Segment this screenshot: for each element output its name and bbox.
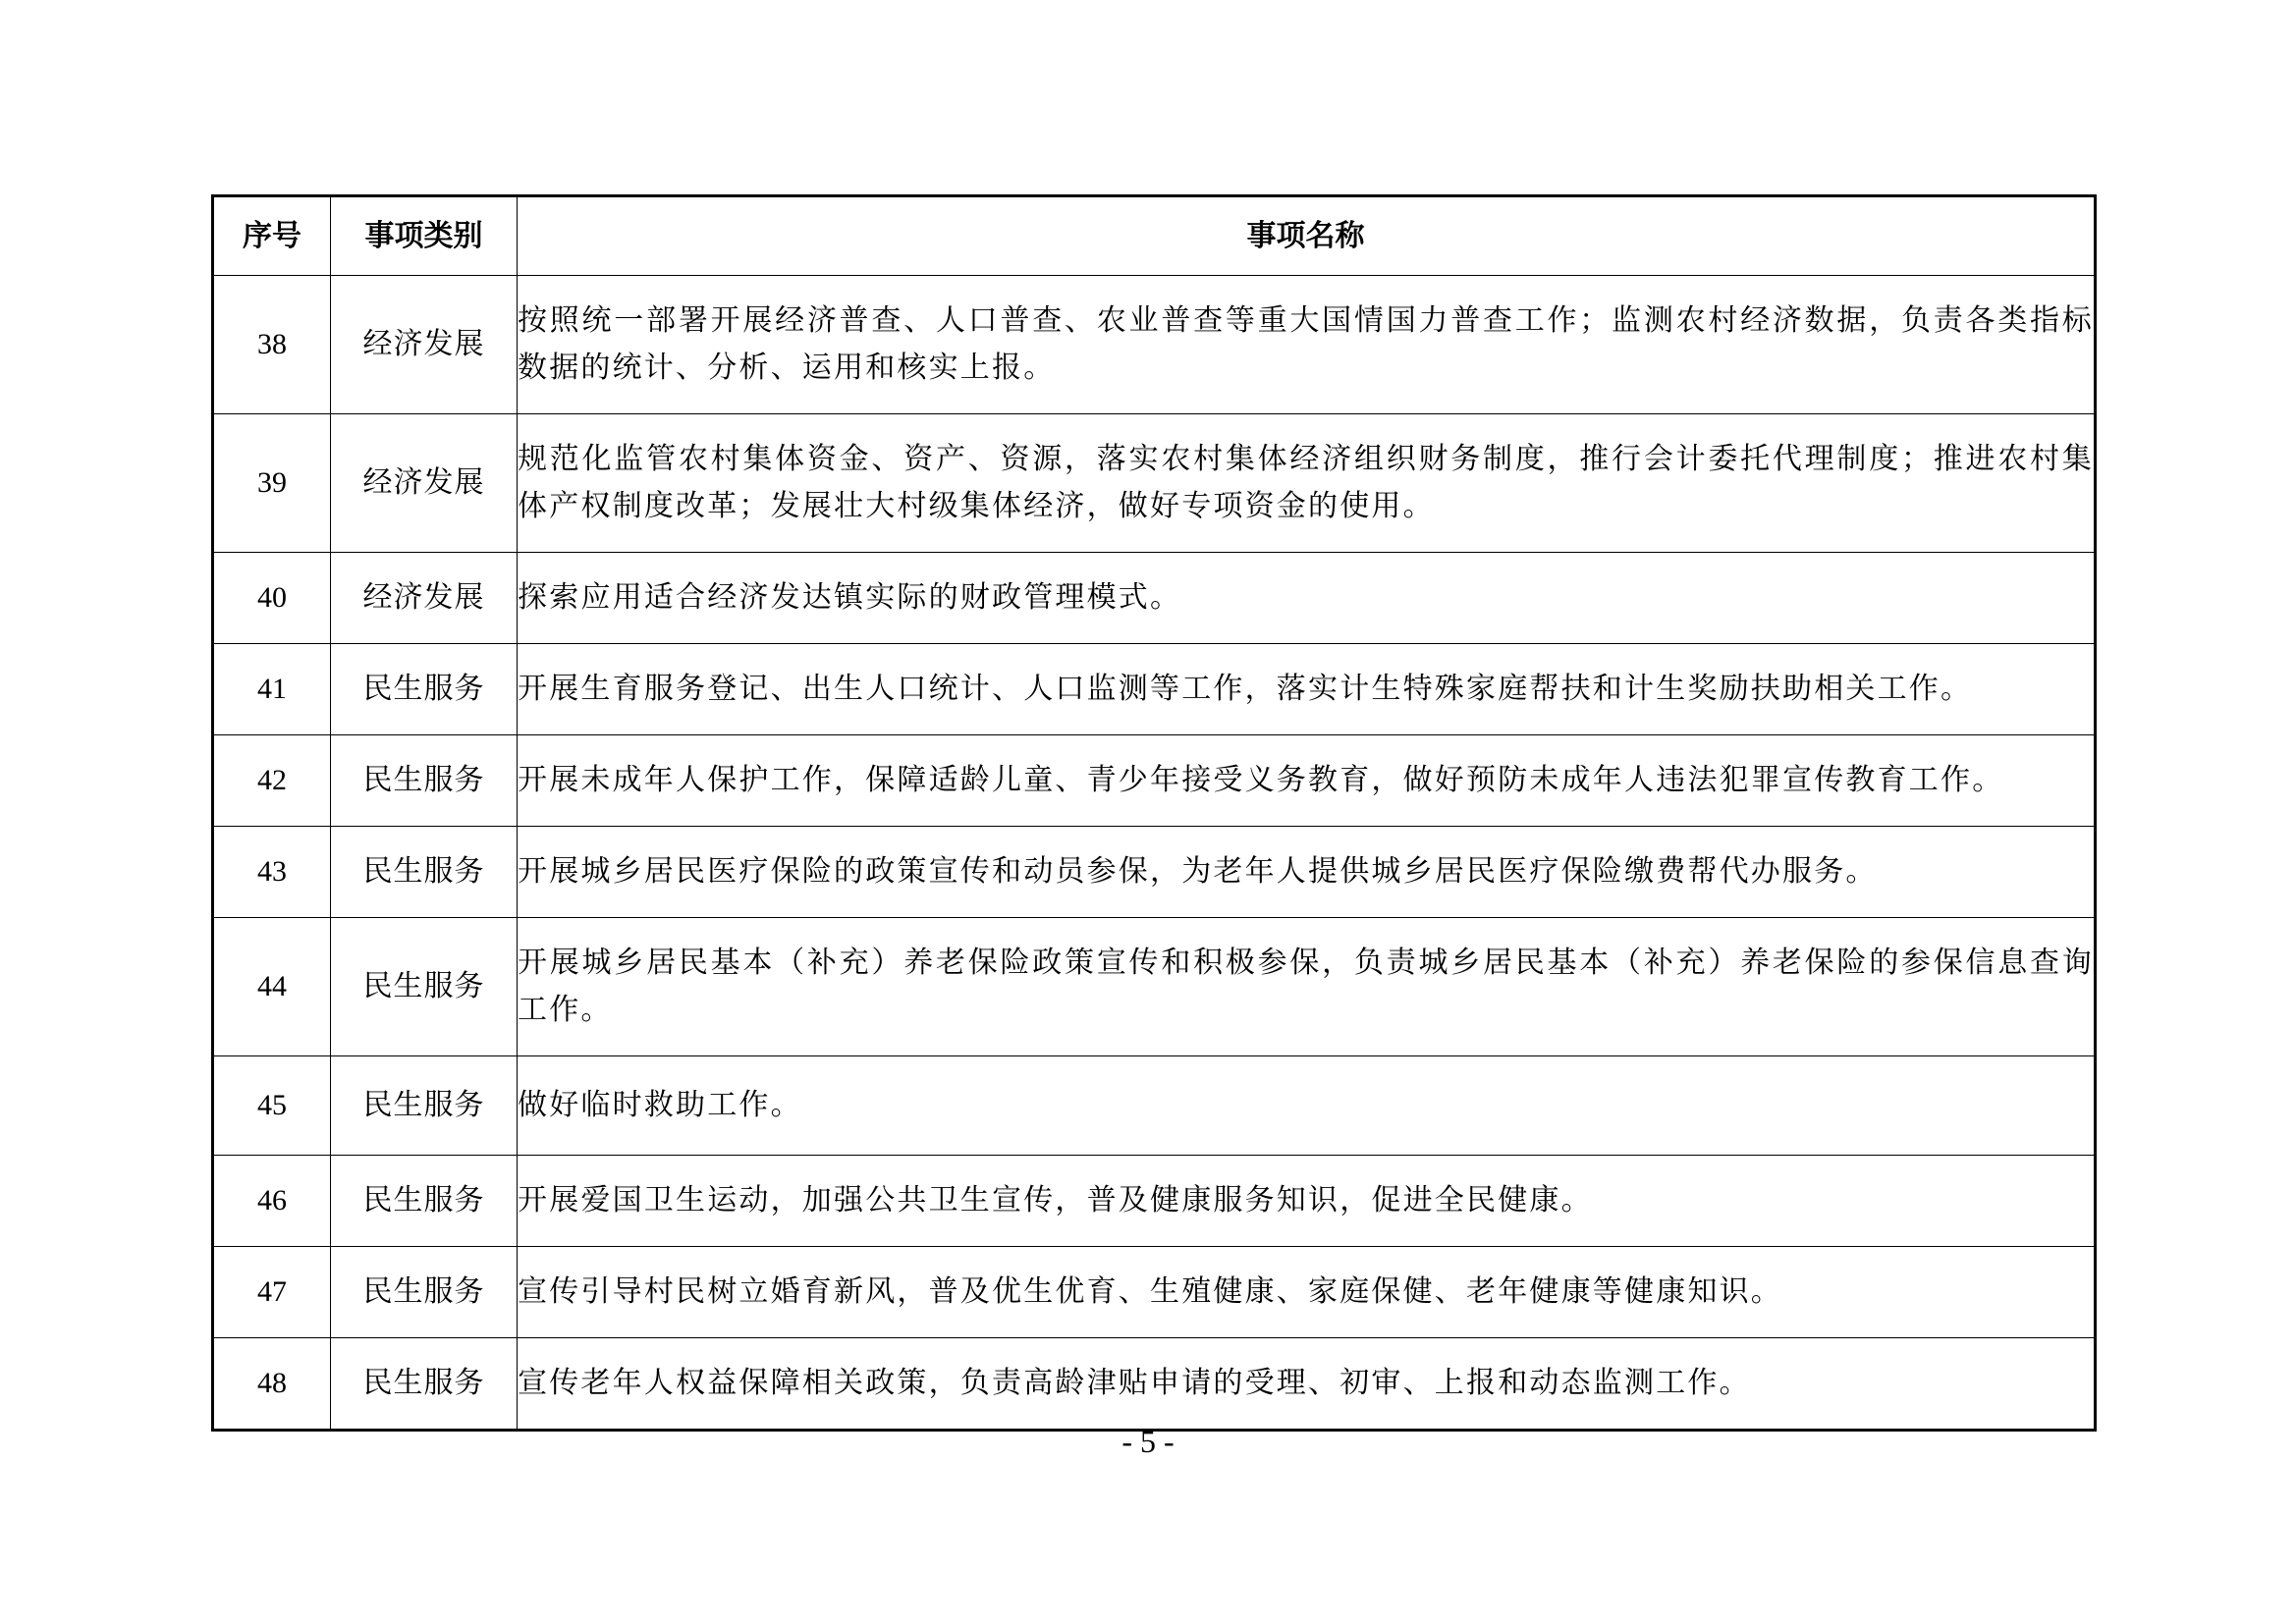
- row-name: 开展城乡居民医疗保险的政策宣传和动员参保，为老年人提供城乡居民医疗保险缴费帮代办服务。: [518, 827, 2096, 918]
- row-name: 探索应用适合经济发达镇实际的财政管理模式。: [518, 553, 2096, 644]
- row-no: 40: [213, 553, 331, 644]
- row-name: 开展未成年人保护工作，保障适龄儿童、青少年接受义务教育，做好预防未成年人违法犯罪宣传教育工作。: [518, 735, 2096, 827]
- row-category: 民生服务: [331, 1156, 518, 1247]
- row-name: 按照统一部署开展经济普查、人口普查、农业普查等重大国情国力普查工作；监测农村经济数据，负责各类指标数据的统计、分析、运用和核实上报。: [518, 276, 2096, 414]
- row-no: 41: [213, 644, 331, 735]
- table-row: [213, 1338, 2096, 1431]
- table-row: [213, 553, 2096, 644]
- table-row: [213, 735, 2096, 827]
- row-name: 宣传引导村民树立婚育新风，普及优生优育、生殖健康、家庭保健、老年健康等健康知识。: [518, 1247, 2096, 1338]
- table-row: [213, 276, 2096, 414]
- table-row: [213, 644, 2096, 735]
- header-category: 事项类别: [331, 196, 518, 276]
- header-name: 事项名称: [518, 196, 2096, 276]
- row-no: 46: [213, 1156, 331, 1247]
- row-name: 开展爱国卫生运动，加强公共卫生宣传，普及健康服务知识，促进全民健康。: [518, 1156, 2096, 1247]
- row-no: 39: [213, 414, 331, 553]
- table-row: [213, 414, 2096, 553]
- table-row: [213, 827, 2096, 918]
- row-category: 民生服务: [331, 918, 518, 1056]
- row-name: 开展生育服务登记、出生人口统计、人口监测等工作，落实计生特殊家庭帮扶和计生奖励扶助相关工作。: [518, 644, 2096, 735]
- items-table: [211, 194, 2097, 1432]
- row-no: 42: [213, 735, 331, 827]
- row-name: 宣传老年人权益保障相关政策，负责高龄津贴申请的受理、初审、上报和动态监测工作。: [518, 1338, 2096, 1431]
- row-no: 43: [213, 827, 331, 918]
- row-name: 开展城乡居民基本（补充）养老保险政策宣传和积极参保，负责城乡居民基本（补充）养老保险的参保信息查询工作。: [518, 918, 2096, 1056]
- row-no: 38: [213, 276, 331, 414]
- row-no: 45: [213, 1056, 331, 1156]
- row-category: 民生服务: [331, 827, 518, 918]
- row-no: 44: [213, 918, 331, 1056]
- row-category: 经济发展: [331, 553, 518, 644]
- table-row: [213, 1156, 2096, 1247]
- row-category: 民生服务: [331, 644, 518, 735]
- row-name: 做好临时救助工作。: [518, 1056, 2096, 1156]
- table-header-row: [213, 196, 2096, 276]
- row-category: 民生服务: [331, 1338, 518, 1431]
- table-row: [213, 918, 2096, 1056]
- row-category: 民生服务: [331, 1247, 518, 1338]
- row-category: 经济发展: [331, 276, 518, 414]
- row-category: 经济发展: [331, 414, 518, 553]
- table-row: [213, 1056, 2096, 1156]
- page-number: - 5 -: [1121, 1424, 1175, 1459]
- row-category: 民生服务: [331, 1056, 518, 1156]
- row-category: 民生服务: [331, 735, 518, 827]
- row-no: 47: [213, 1247, 331, 1338]
- row-no: 48: [213, 1338, 331, 1431]
- table-row: [213, 1247, 2096, 1338]
- row-name: 规范化监管农村集体资金、资产、资源，落实农村集体经济组织财务制度，推行会计委托代理制度；推进农村集体产权制度改革；发展壮大村级集体经济，做好专项资金的使用。: [518, 414, 2096, 553]
- header-no: 序号: [213, 196, 331, 276]
